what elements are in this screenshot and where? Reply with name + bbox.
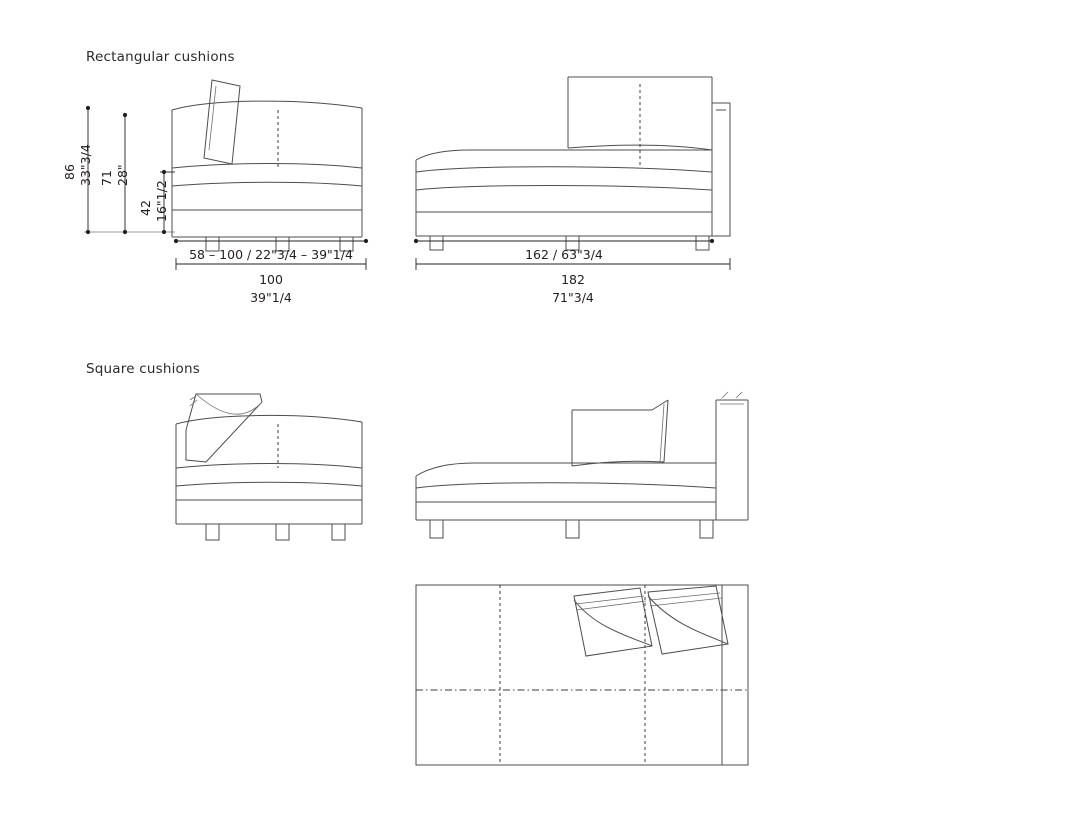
dim-height-total-in: 33"3/4 [78,144,93,186]
square-top-view-geometry [416,585,748,765]
dim-height-seat-in: 16"1/2 [154,180,169,222]
dim-height-back-in: 28" [115,164,130,186]
section-title-square-cushions: Square cushions [86,361,200,377]
dim-height-seat-cm: 42 [138,200,153,216]
dim-front-total-cm: 182 [561,272,585,287]
dim-height-back-cm: 71 [99,170,114,186]
square-front-view-geometry [416,392,748,538]
dim-height-total-cm: 86 [62,164,77,180]
rect-side-view-geometry [172,80,362,251]
rect-front-view-geometry [416,77,730,250]
square-side-view-geometry [176,394,362,540]
dim-front-total-in: 71"3/4 [552,290,594,305]
dim-side-total-in: 39"1/4 [250,290,292,305]
section-title-rectangular-cushions: Rectangular cushions [86,49,235,65]
dim-side-total-cm: 100 [259,272,283,287]
dim-front-inner-width: 162 / 63"3/4 [525,247,603,262]
dim-side-depth-range: 58 – 100 / 22"3/4 – 39"1/4 [189,247,353,262]
